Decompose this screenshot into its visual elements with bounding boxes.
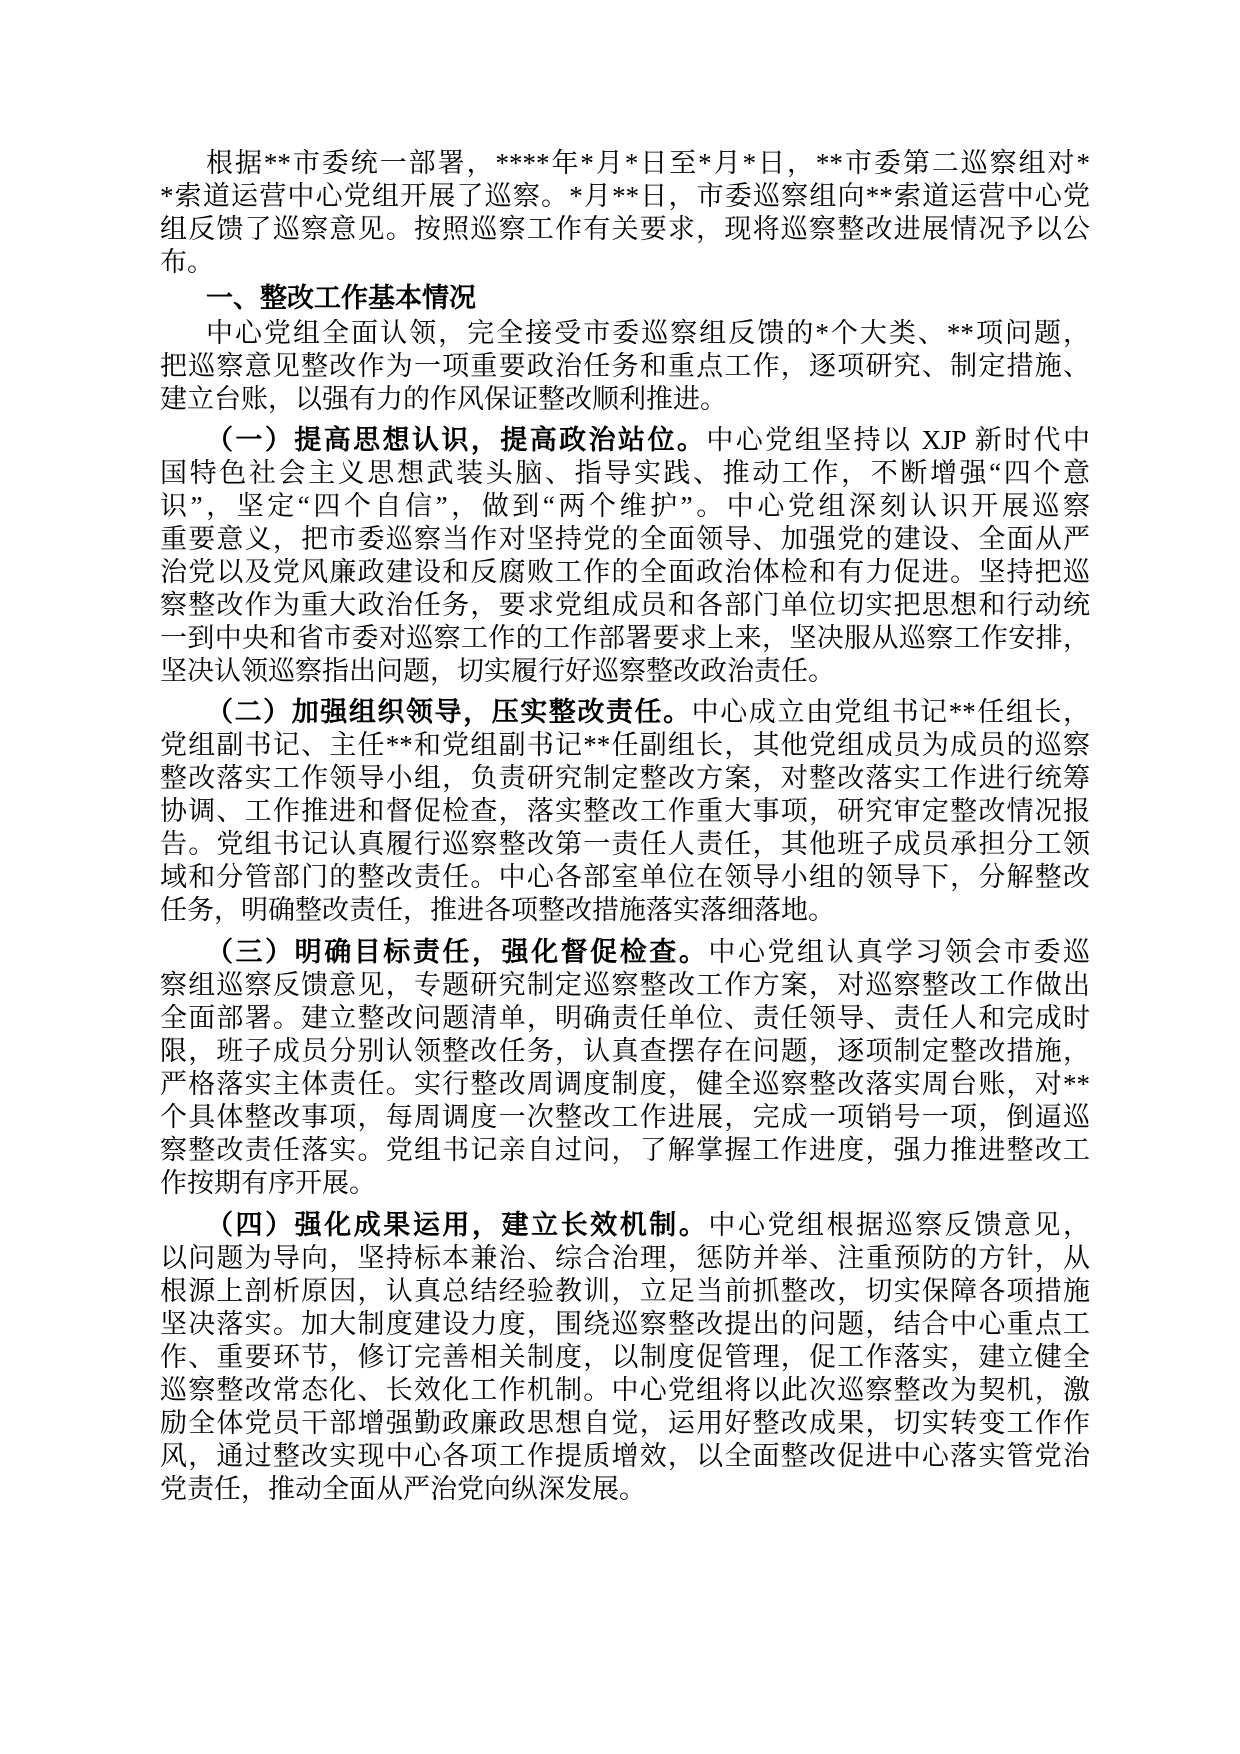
document-body xyxy=(160,147,1090,1506)
paragraph-text: 中心党组根据巡察反馈意见， xyxy=(708,1210,1091,1240)
paragraph-line: 重要意义，把市委巡察当作对坚持党的全面领导、加强党的建设、全面从严 xyxy=(160,524,1090,554)
paragraph-line: 治党以及党风廉政建设和反腐败工作的全面政治体检和有力促进。坚持把巡 xyxy=(160,557,1090,587)
paragraph-line xyxy=(160,696,1090,729)
paragraph-line: 风，通过整改实现中心各项工作提质增效，以全面整改促进中心落实管党治 xyxy=(160,1441,1090,1471)
item-paragraph-4 xyxy=(160,1209,1090,1506)
paragraph-line: 布。 xyxy=(160,247,214,277)
paragraph-line: 国特色社会主义思想武装头脑、指导实践、推动工作，不断增强“四个意 xyxy=(160,458,1090,488)
paragraph-line: *索道运营中心党组开展了巡察。*月**日，市委巡察组向**索道运营中心党 xyxy=(160,181,1090,211)
paragraph-line: 个具体整改事项，每周调度一次整改工作进展，完成一项销号一项，倒逼巡 xyxy=(160,1102,1090,1132)
paragraph-line: 党责任，推动全面从严治党向纵深发展。 xyxy=(160,1474,646,1504)
item-title: （二）加强组织领导，压实整改责任。 xyxy=(206,697,692,727)
item-title: （一）提高思想认识，提高政治站位。 xyxy=(206,425,707,455)
paragraph-line: 察整改责任落实。党组书记亲自过问，了解掌握工作进度，强力推进整改工 xyxy=(160,1135,1090,1165)
paragraph-line: 以问题为导向，坚持标本兼治、综合治理，惩防并举、注重预防的方针，从 xyxy=(160,1243,1090,1273)
paragraph-line: 整改落实工作领导小组，负责研究制定整改方案，对整改落实工作进行统筹 xyxy=(160,763,1090,793)
paragraph-text: 中心成立由党组书记**任组长， xyxy=(691,697,1091,727)
intro-paragraph xyxy=(160,147,1090,279)
paragraph-line: 党组副书记、主任**和党组副书记**任副组长，其他党组成员为成员的巡察 xyxy=(160,730,1090,760)
item-title: （四）强化成果运用，建立长效机制。 xyxy=(206,1210,709,1240)
paragraph-line: 作按期有序开展。 xyxy=(160,1168,376,1198)
paragraph-line: 坚决认领巡察指出问题，切实履行好巡察整改政治责任。 xyxy=(160,656,835,686)
summary-paragraph xyxy=(160,317,1090,416)
paragraph-line: 把巡察意见整改作为一项重要政治任务和重点工作，逐项研究、制定措施、 xyxy=(160,351,1090,381)
paragraph-line: 组反馈了巡察意见。按照巡察工作有关要求，现将巡察整改进展情况予以公 xyxy=(160,214,1090,244)
paragraph-line: 察组巡察反馈意见，专题研究制定巡察整改工作方案，对巡察整改工作做出 xyxy=(160,970,1090,1000)
paragraph-line: 告。党组书记认真履行巡察整改第一责任人责任，其他班子成员承担分工领 xyxy=(160,829,1090,859)
paragraph-line xyxy=(160,936,1090,969)
paragraph-line: 根据**市委统一部署，****年*月*日至*月*日，**市委第二巡察组对* xyxy=(206,148,1090,178)
paragraph-line: 限，班子成员分别认领整改任务，认真查摆存在问题，逐项制定整改措施， xyxy=(160,1036,1090,1066)
paragraph-line: 识”，坚定“四个自信”，做到“两个维护”。中心党组深刻认识开展巡察 xyxy=(160,491,1090,521)
item-title: （三）明确目标责任，强化督促检查。 xyxy=(206,937,709,967)
paragraph-line: 励全体党员干部增强勤政廉政思想自觉，运用好整改成果，切实转变工作作 xyxy=(160,1408,1090,1438)
item-paragraph-1 xyxy=(160,424,1090,688)
paragraph-line: 严格落实主体责任。实行整改周调度制度，健全巡察整改落实周台账，对** xyxy=(160,1069,1090,1099)
paragraph-line: 巡察整改常态化、长效化工作机制。中心党组将以此次巡察整改为契机，激 xyxy=(160,1375,1090,1405)
paragraph-line: 全面部署。建立整改问题清单，明确责任单位、责任领导、责任人和完成时 xyxy=(160,1003,1090,1033)
paragraph-line: 根源上剖析原因，认真总结经验教训，立足当前抓整改，切实保障各项措施 xyxy=(160,1276,1090,1306)
paragraph-line: 察整改作为重大政治任务，要求党组成员和各部门单位切实把思想和行动统 xyxy=(160,590,1090,620)
paragraph-line xyxy=(160,1209,1090,1242)
paragraph-line: 作、重要环节，修订完善相关制度，以制度促管理，促工作落实，建立健全 xyxy=(160,1342,1090,1372)
paragraph-text: 中心党组认真学习领会市委巡 xyxy=(708,937,1091,967)
paragraph-line: 一到中央和省市委对巡察工作的工作部署要求上来，坚决服从巡察工作安排， xyxy=(160,623,1090,653)
item-paragraph-2 xyxy=(160,696,1090,927)
paragraph-line: 任务，明确整改责任，推进各项整改措施落实落细落地。 xyxy=(160,895,835,925)
paragraph-line: 建立台账，以强有力的作风保证整改顺利推进。 xyxy=(160,384,727,414)
paragraph-line: 中心党组全面认领，完全接受市委巡察组反馈的*个大类、**项问题， xyxy=(206,318,1090,348)
paragraph-line: 域和分管部门的整改责任。中心各部室单位在领导小组的领导下，分解整改 xyxy=(160,862,1090,892)
item-paragraph-3 xyxy=(160,936,1090,1200)
section-heading xyxy=(160,282,1090,315)
paragraph-text: 中心党组坚持以 XJP 新时代中 xyxy=(706,425,1090,455)
paragraph-line: 协调、工作推进和督促检查，落实整改工作重大事项，研究审定整改情况报 xyxy=(160,796,1090,826)
section-heading-text: 一、整改工作基本情况 xyxy=(206,283,476,313)
paragraph-line: 坚决落实。加大制度建设力度，围绕巡察整改提出的问题，结合中心重点工 xyxy=(160,1309,1090,1339)
paragraph-line xyxy=(160,424,1090,457)
